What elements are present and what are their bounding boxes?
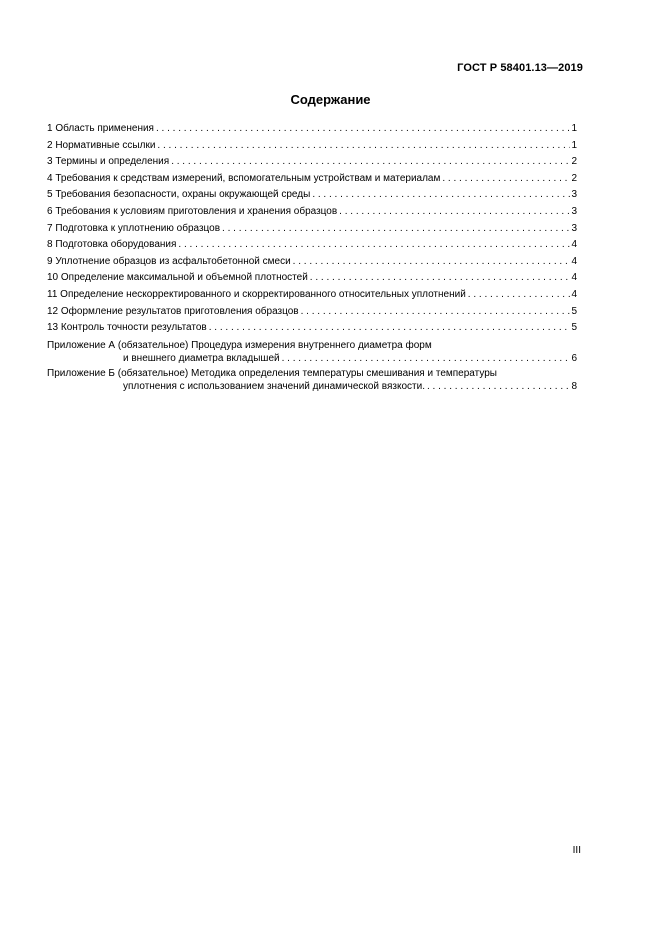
toc-entry-page: 1: [571, 123, 577, 134]
toc-entry-label: 8 Подготовка оборудования: [47, 239, 177, 251]
toc-entry-page: 3: [571, 205, 577, 217]
toc-leader-dots: [171, 154, 570, 171]
toc-entry[interactable]: [47, 138, 577, 155]
toc-leader-dots: [310, 270, 571, 287]
toc-entry[interactable]: [47, 287, 577, 304]
table-of-contents: [47, 121, 577, 395]
toc-entry-page: 5: [571, 322, 577, 334]
toc-entry-page: 4: [571, 255, 577, 267]
toc-entry-label: 7 Подготовка к уплотнению образцов: [47, 222, 221, 234]
toc-leader-dots: [468, 287, 571, 304]
toc-entry[interactable]: [47, 254, 577, 271]
document-code: ГОСТ Р 58401.13—2019: [457, 62, 583, 74]
toc-leader-dots: [427, 380, 570, 393]
toc-leader-dots: [339, 204, 570, 221]
toc-entry-label: 10 Определение максимальной и объемной плотностей: [47, 272, 308, 284]
toc-entry-label: 6 Требования к условиям приготовления и хранения образцов: [47, 205, 338, 217]
toc-title: Содержание: [290, 92, 371, 107]
toc-entry-page: 8: [571, 380, 577, 392]
toc-appendix-entry[interactable]: [47, 339, 577, 365]
toc-entry-page: 4: [571, 239, 577, 251]
toc-leader-dots: [178, 237, 570, 254]
toc-leader-dots: [312, 187, 570, 204]
toc-appendix-label: и внешнего диаметра вкладышей: [123, 352, 280, 364]
toc-leader-dots: [156, 121, 570, 138]
toc-entry-page: 5: [571, 305, 577, 317]
toc-entry[interactable]: [47, 154, 577, 171]
toc-entry-label: 2 Нормативные ссылки: [47, 139, 156, 151]
toc-appendix-title: Приложение Б (обязательное) Методика определения температуры смешивания и температуры: [47, 367, 497, 379]
toc-entry[interactable]: [47, 204, 577, 221]
toc-appendix-entry[interactable]: [47, 367, 577, 393]
toc-entry-page: 2: [571, 156, 577, 168]
toc-entry-page: 1: [571, 139, 577, 151]
toc-appendix-label: уплотнения с использованием значений динамической вязкости.: [123, 380, 425, 392]
toc-entry-label: 1 Область применения: [47, 123, 154, 134]
toc-appendix-continuation: [47, 352, 577, 365]
toc-entry-label: 12 Оформление результатов приготовления образцов: [47, 305, 299, 317]
toc-leader-dots: [222, 221, 570, 238]
toc-appendix-continuation: [47, 380, 577, 393]
toc-entry-label: 13 Контроль точности результатов: [47, 322, 207, 334]
toc-entry-label: 5 Требования безопасности, охраны окружающей среды: [47, 189, 311, 201]
toc-entry[interactable]: [47, 237, 577, 254]
toc-entry-label: 4 Требования к средствам измерений, вспомогательным устройствам и материалам: [47, 172, 441, 184]
toc-leader-dots: [282, 352, 571, 365]
page-number: III: [572, 845, 581, 856]
toc-entry-label: 9 Уплотнение образцов из асфальтобетонной смеси: [47, 255, 291, 267]
toc-entry-label: 11 Определение нескорректированного и скорректированного относительных уплотнений: [47, 288, 466, 300]
toc-entry-page: 4: [571, 272, 577, 284]
toc-entry[interactable]: [47, 304, 577, 321]
toc-leader-dots: [301, 304, 571, 321]
toc-entry[interactable]: [47, 187, 577, 204]
toc-entry[interactable]: [47, 121, 577, 138]
toc-entry-page: 3: [571, 189, 577, 201]
toc-entry[interactable]: [47, 171, 577, 188]
toc-entry-page: 3: [571, 222, 577, 234]
toc-entry[interactable]: [47, 270, 577, 287]
toc-entry[interactable]: [47, 320, 577, 337]
toc-leader-dots: [293, 254, 571, 271]
toc-leader-dots: [157, 138, 570, 155]
toc-leader-dots: [209, 320, 571, 337]
toc-entry-page: 4: [571, 288, 577, 300]
toc-leader-dots: [442, 171, 570, 188]
toc-appendix-title: Приложение А (обязательное) Процедура измерения внутреннего диаметра форм: [47, 339, 432, 351]
toc-entry[interactable]: [47, 221, 577, 238]
toc-entry-page: 2: [571, 172, 577, 184]
toc-entry-label: 3 Термины и определения: [47, 156, 170, 168]
toc-entry-page: 6: [571, 352, 577, 364]
